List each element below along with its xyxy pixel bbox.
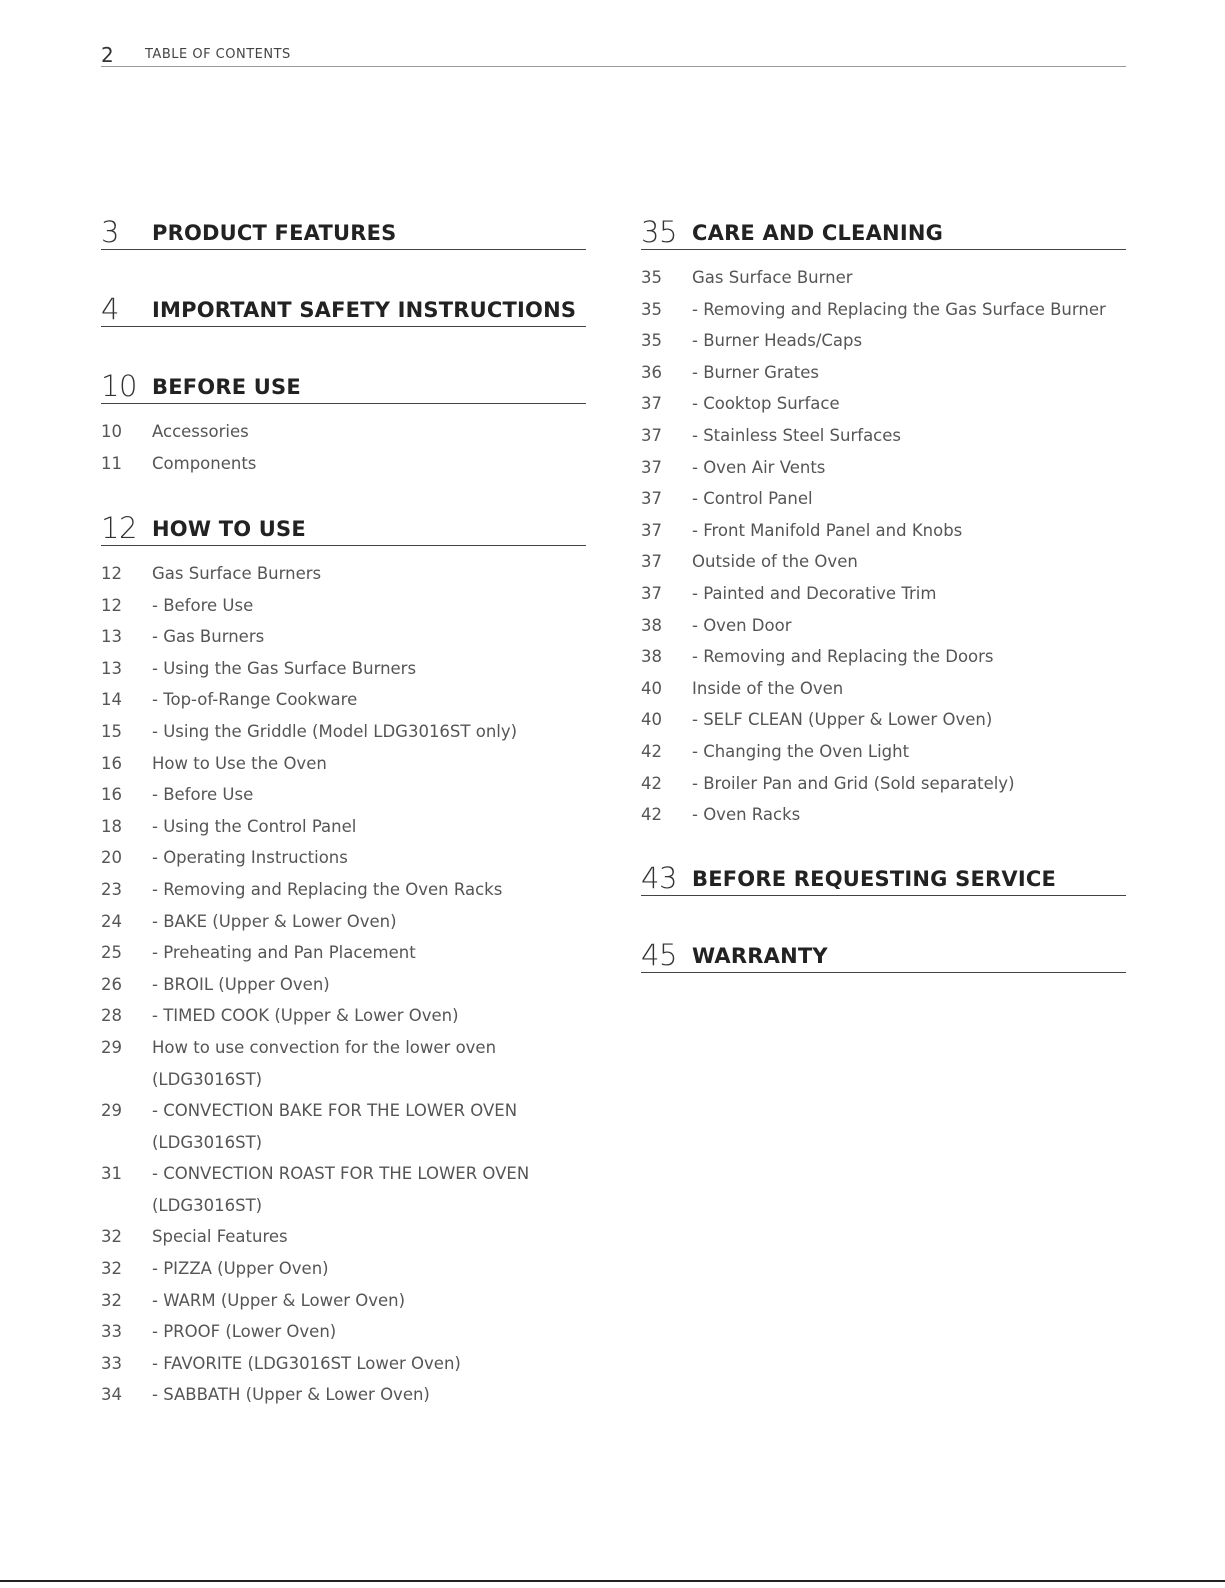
section-heading-before-requesting-service[interactable]	[641, 859, 1126, 896]
toc-entry[interactable]	[641, 331, 1126, 363]
section-title: PRODUCT FEATURES	[152, 221, 397, 245]
toc-entry-page: 42	[641, 773, 662, 793]
section-entry-list	[641, 268, 1126, 837]
toc-entry-page: 37	[641, 394, 662, 414]
section-title: WARRANTY	[692, 944, 828, 968]
toc-entry[interactable]	[641, 552, 1126, 584]
toc-entry-page: 38	[641, 647, 662, 667]
toc-entry-title: Gas Surface Burner	[692, 268, 853, 287]
section-heading-before-use[interactable]	[101, 367, 586, 404]
toc-entry-title: - Using the Griddle (Model LDG3016ST only)	[152, 721, 518, 741]
toc-entry[interactable]	[641, 458, 1126, 490]
section-heading-care-and-cleaning[interactable]	[641, 213, 1126, 250]
toc-entry-title: - Removing and Replacing the Doors	[692, 647, 994, 667]
toc-entry-title: - SELF CLEAN (Upper & Lower Oven)	[692, 710, 993, 730]
toc-entry-title: - Control Panel	[692, 489, 813, 509]
section-title: BEFORE USE	[152, 375, 301, 399]
toc-entry[interactable]	[641, 394, 1126, 426]
toc-entry[interactable]	[101, 1164, 586, 1196]
toc-entry-title: - FAVORITE (LDG3016ST Lower Oven)	[152, 1353, 461, 1373]
toc-entry-title: - CONVECTION ROAST FOR THE LOWER OVEN	[152, 1164, 530, 1184]
toc-entry-page: 15	[101, 721, 122, 741]
toc-entry-page: 23	[101, 879, 122, 899]
toc-entry-title: - Removing and Replacing the Oven Racks	[152, 879, 503, 899]
header-title: TABLE OF CONTENTS	[145, 47, 291, 62]
toc-entry[interactable]	[101, 1006, 586, 1038]
toc-entry[interactable]	[101, 848, 586, 880]
toc-entry-page: 11	[101, 453, 122, 473]
toc-entry-title: How to use convection for the lower oven	[152, 1037, 497, 1057]
toc-entry[interactable]	[641, 742, 1126, 774]
toc-entry-page: 42	[641, 805, 662, 825]
toc-entry-page: 37	[641, 583, 662, 603]
toc-entry-page: 37	[641, 489, 662, 509]
toc-entry-title: Inside of the Oven	[692, 678, 844, 698]
toc-entry[interactable]	[641, 300, 1126, 332]
toc-entry[interactable]	[101, 943, 586, 975]
toc-entry[interactable]	[641, 805, 1126, 837]
toc-entry[interactable]	[101, 1322, 586, 1354]
section-page-number: 12	[101, 511, 137, 545]
toc-entry-page: 37	[641, 552, 662, 572]
toc-entry-title: Components	[152, 453, 257, 473]
toc-entry-title: - Before Use	[152, 595, 254, 615]
toc-entry[interactable]	[101, 1133, 586, 1165]
toc-entry[interactable]	[101, 1385, 586, 1417]
toc-entry-page: 31	[101, 1164, 122, 1184]
toc-entry-page: 38	[641, 615, 662, 635]
toc-entry-page: 16	[101, 753, 122, 773]
toc-entry-page: 25	[101, 943, 122, 963]
section-page-number: 4	[101, 292, 119, 326]
toc-entry[interactable]	[641, 521, 1126, 553]
toc-entry[interactable]	[101, 564, 586, 596]
toc-entry[interactable]	[641, 679, 1126, 711]
toc-entry-title: - WARM (Upper & Lower Oven)	[152, 1290, 406, 1310]
toc-entry-page: 32	[101, 1290, 122, 1310]
toc-entry-title: - TIMED COOK (Upper & Lower Oven)	[152, 1006, 459, 1026]
section-heading-how-to-use[interactable]	[101, 509, 586, 546]
toc-entry-page: 32	[101, 1259, 122, 1279]
toc-entry-page: 40	[641, 678, 662, 698]
toc-entry-page: 37	[641, 457, 662, 477]
toc-entry[interactable]	[101, 1354, 586, 1386]
toc-entry[interactable]	[101, 785, 586, 817]
bottom-border	[0, 1580, 1225, 1582]
toc-entry[interactable]	[101, 659, 586, 691]
toc-entry[interactable]	[101, 975, 586, 1007]
section-page-number: 10	[101, 369, 137, 403]
section-page-number: 3	[101, 215, 119, 249]
toc-entry-page: 13	[101, 627, 122, 647]
toc-entry[interactable]	[101, 817, 586, 849]
toc-entry-title: - PROOF (Lower Oven)	[152, 1322, 337, 1342]
toc-entry-title: - Using the Control Panel	[152, 816, 357, 836]
toc-entry-title: - PIZZA (Upper Oven)	[152, 1259, 329, 1279]
toc-entry-title: - Cooktop Surface	[692, 394, 840, 414]
toc-entry-title: - SABBATH (Upper & Lower Oven)	[152, 1385, 430, 1405]
toc-entry-title: (LDG3016ST)	[152, 1195, 263, 1215]
toc-entry-title: - Removing and Replacing the Gas Surface Burner	[692, 299, 1106, 319]
toc-entry-title: - Operating Instructions	[152, 848, 348, 868]
toc-entry[interactable]	[101, 1070, 586, 1102]
toc-entry[interactable]	[641, 268, 1126, 300]
toc-entry-title: - Gas Burners	[152, 627, 265, 647]
toc-entry-title: - Burner Heads/Caps	[692, 331, 863, 351]
section-page-number: 35	[641, 215, 677, 249]
toc-entry-title: - CONVECTION BAKE FOR THE LOWER OVEN	[152, 1101, 518, 1121]
toc-entry[interactable]	[641, 710, 1126, 742]
toc-entry-title: - BAKE (Upper & Lower Oven)	[152, 911, 397, 931]
toc-entry[interactable]	[101, 690, 586, 722]
toc-entry-title: - Preheating and Pan Placement	[152, 943, 416, 963]
toc-entry[interactable]	[641, 616, 1126, 648]
toc-entry-title: - Changing the Oven Light	[692, 741, 910, 761]
section-title: HOW TO USE	[152, 517, 306, 541]
page-header	[101, 44, 1126, 67]
toc-entry-title: - Stainless Steel Surfaces	[692, 425, 901, 445]
toc-entry-title: How to Use the Oven	[152, 753, 327, 773]
toc-entry[interactable]	[641, 489, 1126, 521]
toc-entry[interactable]	[101, 1196, 586, 1228]
toc-entry-page: 35	[641, 331, 662, 351]
toc-entry-title: - Before Use	[152, 785, 254, 805]
toc-entry-page: 36	[641, 362, 662, 382]
toc-entry-page: 34	[101, 1385, 122, 1405]
toc-entry-page: 35	[641, 268, 662, 287]
toc-entry[interactable]	[101, 880, 586, 912]
toc-entry-title: - Broiler Pan and Grid (Sold separately)	[692, 773, 1015, 793]
toc-entry-title: Special Features	[152, 1227, 288, 1247]
section-page-number: 45	[641, 938, 677, 972]
toc-entry-page: 16	[101, 785, 122, 805]
toc-entry-title: - Painted and Decorative Trim	[692, 583, 937, 603]
toc-entry-page: 29	[101, 1101, 122, 1121]
toc-entry[interactable]	[101, 1291, 586, 1323]
toc-entry-page: 37	[641, 520, 662, 540]
toc-entry-title: - Top-of-Range Cookware	[152, 690, 358, 710]
section-heading-product-features[interactable]	[101, 213, 586, 250]
toc-entry[interactable]	[101, 1227, 586, 1259]
toc-entry-title: (LDG3016ST)	[152, 1132, 263, 1152]
toc-entry[interactable]	[101, 1259, 586, 1291]
toc-entry-title: - Oven Racks	[692, 805, 801, 825]
toc-entry-title: - Using the Gas Surface Burners	[152, 658, 417, 678]
toc-entry-page: 37	[641, 425, 662, 445]
toc-entry[interactable]	[101, 627, 586, 659]
toc-entry-title: - Oven Air Vents	[692, 457, 826, 477]
toc-entry[interactable]	[641, 647, 1126, 679]
toc-entry[interactable]	[641, 584, 1126, 616]
toc-entry-title: - Front Manifold Panel and Knobs	[692, 520, 963, 540]
toc-entry[interactable]	[101, 722, 586, 754]
toc-entry-page: 28	[101, 1006, 122, 1026]
toc-entry[interactable]	[101, 912, 586, 944]
toc-entry-page: 40	[641, 710, 662, 730]
toc-entry[interactable]	[101, 422, 586, 454]
toc-entry[interactable]	[101, 754, 586, 786]
toc-entry-title: - Burner Grates	[692, 362, 820, 382]
toc-entry-title: (LDG3016ST)	[152, 1069, 263, 1089]
section-heading-important-safety-instructions[interactable]	[101, 290, 586, 327]
section-title: CARE AND CLEANING	[692, 221, 944, 245]
toc-entry[interactable]	[101, 454, 586, 486]
toc-entry-title: Accessories	[152, 422, 249, 441]
toc-entry-title: Gas Surface Burners	[152, 564, 322, 583]
toc-entry-title: Outside of the Oven	[692, 552, 858, 572]
toc-entry-page: 33	[101, 1322, 122, 1342]
toc-entry-page: 33	[101, 1353, 122, 1373]
page-number: 2	[101, 43, 114, 67]
section-page-number: 43	[641, 861, 677, 895]
toc-entry-page: 26	[101, 974, 122, 994]
section-title: BEFORE REQUESTING SERVICE	[692, 867, 1056, 891]
section-heading-warranty[interactable]	[641, 936, 1126, 973]
toc-entry-title: - BROIL (Upper Oven)	[152, 974, 330, 994]
toc-entry-page: 10	[101, 422, 122, 441]
toc-entry[interactable]	[101, 596, 586, 628]
toc-entry-page: 24	[101, 911, 122, 931]
toc-entry-page: 12	[101, 564, 122, 583]
toc-entry[interactable]	[641, 363, 1126, 395]
toc-entry[interactable]	[641, 774, 1126, 806]
section-title: IMPORTANT SAFETY INSTRUCTIONS	[152, 298, 577, 322]
toc-entry[interactable]	[641, 426, 1126, 458]
toc-entry-page: 32	[101, 1227, 122, 1247]
toc-entry-page: 13	[101, 658, 122, 678]
toc-entry-page: 12	[101, 595, 122, 615]
toc-entry-page: 18	[101, 816, 122, 836]
toc-entry-title: - Oven Door	[692, 615, 792, 635]
toc-entry-page: 35	[641, 299, 662, 319]
toc-entry-page: 14	[101, 690, 122, 710]
section-entry-list	[101, 564, 586, 1417]
toc-entry-page: 29	[101, 1037, 122, 1057]
toc-entry[interactable]	[101, 1038, 586, 1070]
toc-entry-page: 20	[101, 848, 122, 868]
toc-entry[interactable]	[101, 1101, 586, 1133]
toc-entry-page: 42	[641, 741, 662, 761]
section-entry-list	[101, 422, 586, 485]
